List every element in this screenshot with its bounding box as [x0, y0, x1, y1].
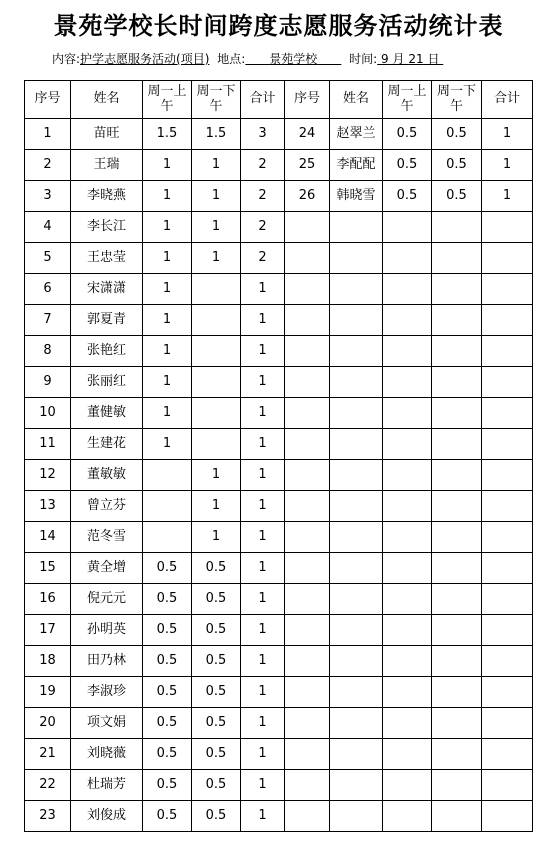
table-row	[25, 212, 533, 243]
mon-pm-cell	[432, 770, 482, 801]
table-row	[25, 646, 533, 677]
mon-pm-cell: 1	[192, 243, 241, 274]
name-cell: 刘俊成	[71, 801, 143, 832]
serial-cell	[285, 584, 330, 615]
table-row	[25, 491, 533, 522]
mon-pm-cell	[432, 615, 482, 646]
name-cell	[330, 739, 383, 770]
date-day: 21	[408, 52, 424, 66]
total-cell	[482, 305, 533, 336]
mon-am-cell	[383, 770, 432, 801]
name-cell	[330, 522, 383, 553]
total-cell	[482, 398, 533, 429]
total-cell: 1	[241, 460, 285, 491]
serial-cell: 22	[25, 770, 71, 801]
total-cell	[482, 367, 533, 398]
total-cell: 1	[241, 770, 285, 801]
name-cell: 刘晓薇	[71, 739, 143, 770]
total-cell	[482, 708, 533, 739]
mon-pm-cell	[432, 336, 482, 367]
serial-cell: 21	[25, 739, 71, 770]
serial-cell	[285, 615, 330, 646]
mon-am-cell: 1	[143, 150, 192, 181]
mon-am-cell: 0.5	[143, 615, 192, 646]
serial-cell	[285, 212, 330, 243]
mon-pm-cell: 0.5	[432, 181, 482, 212]
name-cell: 张丽红	[71, 367, 143, 398]
serial-cell	[285, 398, 330, 429]
serial-cell	[285, 336, 330, 367]
name-cell	[330, 553, 383, 584]
mon-pm-cell: 1	[192, 491, 241, 522]
total-cell	[482, 615, 533, 646]
mon-am-cell: 1	[143, 181, 192, 212]
mon-am-cell: 1	[143, 429, 192, 460]
total-cell: 1	[482, 119, 533, 150]
header-cell: 周一下午	[192, 81, 241, 119]
name-cell: 黄全增	[71, 553, 143, 584]
mon-am-cell	[383, 739, 432, 770]
serial-cell	[285, 460, 330, 491]
serial-cell	[285, 243, 330, 274]
mon-am-cell	[383, 491, 432, 522]
mon-pm-cell	[432, 491, 482, 522]
mon-am-cell: 0.5	[143, 553, 192, 584]
name-cell: 杜瑞芳	[71, 770, 143, 801]
mon-pm-cell	[432, 801, 482, 832]
name-cell	[330, 305, 383, 336]
serial-cell: 26	[285, 181, 330, 212]
header-cell: 序号	[25, 81, 71, 119]
mon-pm-cell: 1.5	[192, 119, 241, 150]
total-cell: 1	[241, 367, 285, 398]
mon-pm-cell: 0.5	[192, 615, 241, 646]
table-row	[25, 770, 533, 801]
table-row	[25, 739, 533, 770]
mon-pm-cell	[432, 739, 482, 770]
serial-cell	[285, 305, 330, 336]
header-cell: 周一下午	[432, 81, 482, 119]
total-cell	[482, 243, 533, 274]
mon-am-cell: 1	[143, 305, 192, 336]
serial-cell: 3	[25, 181, 71, 212]
mon-pm-cell	[432, 212, 482, 243]
name-cell: 倪元元	[71, 584, 143, 615]
serial-cell: 19	[25, 677, 71, 708]
mon-am-cell	[143, 491, 192, 522]
name-cell: 田乃林	[71, 646, 143, 677]
table-row	[25, 553, 533, 584]
serial-cell: 15	[25, 553, 71, 584]
mon-pm-cell	[432, 553, 482, 584]
total-cell: 1	[241, 584, 285, 615]
mon-pm-cell	[432, 398, 482, 429]
total-cell	[482, 522, 533, 553]
name-cell	[330, 243, 383, 274]
volunteer-table	[24, 80, 533, 832]
serial-cell: 7	[25, 305, 71, 336]
name-cell: 郭夏青	[71, 305, 143, 336]
table-row	[25, 367, 533, 398]
mon-pm-cell: 0.5	[192, 739, 241, 770]
mon-am-cell: 1	[143, 243, 192, 274]
serial-cell	[285, 770, 330, 801]
total-cell: 1	[241, 429, 285, 460]
mon-pm-cell: 1	[192, 181, 241, 212]
name-cell: 范冬雪	[71, 522, 143, 553]
mon-pm-cell: 1	[192, 460, 241, 491]
table-row	[25, 181, 533, 212]
mon-am-cell	[143, 460, 192, 491]
total-cell: 2	[241, 243, 285, 274]
total-cell: 1	[241, 615, 285, 646]
total-cell	[482, 553, 533, 584]
table-body	[25, 119, 533, 832]
total-cell: 1	[482, 181, 533, 212]
total-cell: 1	[241, 801, 285, 832]
mon-am-cell: 1	[143, 212, 192, 243]
total-cell: 1	[482, 150, 533, 181]
table-row	[25, 429, 533, 460]
total-cell	[482, 801, 533, 832]
total-cell: 1	[241, 522, 285, 553]
serial-cell	[285, 429, 330, 460]
name-cell	[330, 770, 383, 801]
header-cell: 合计	[482, 81, 533, 119]
name-cell	[330, 584, 383, 615]
serial-cell: 23	[25, 801, 71, 832]
serial-cell	[285, 708, 330, 739]
total-cell	[482, 212, 533, 243]
serial-cell: 20	[25, 708, 71, 739]
mon-am-cell: 0.5	[143, 739, 192, 770]
location-label: 地点:	[217, 52, 246, 66]
mon-pm-cell	[432, 646, 482, 677]
mon-pm-cell	[432, 367, 482, 398]
name-cell	[330, 615, 383, 646]
mon-am-cell	[383, 801, 432, 832]
total-cell	[482, 274, 533, 305]
name-cell: 生建花	[71, 429, 143, 460]
name-cell	[330, 274, 383, 305]
table-row	[25, 119, 533, 150]
mon-am-cell	[383, 367, 432, 398]
serial-cell: 24	[285, 119, 330, 150]
name-cell: 曾立芬	[71, 491, 143, 522]
mon-am-cell	[383, 615, 432, 646]
name-cell: 孙明英	[71, 615, 143, 646]
table-row	[25, 522, 533, 553]
name-cell	[330, 491, 383, 522]
table-row	[25, 398, 533, 429]
name-cell	[330, 336, 383, 367]
name-cell: 赵翠兰	[330, 119, 383, 150]
table-row	[25, 801, 533, 832]
name-cell: 苗旺	[71, 119, 143, 150]
serial-cell: 12	[25, 460, 71, 491]
name-cell: 项文娟	[71, 708, 143, 739]
mon-am-cell: 0.5	[143, 584, 192, 615]
mon-am-cell: 0.5	[143, 708, 192, 739]
mon-pm-cell: 0.5	[192, 801, 241, 832]
mon-am-cell	[383, 398, 432, 429]
mon-am-cell: 0.5	[143, 801, 192, 832]
mon-pm-cell: 0.5	[432, 150, 482, 181]
mon-pm-cell: 0.5	[432, 119, 482, 150]
total-cell: 1	[241, 677, 285, 708]
serial-cell: 25	[285, 150, 330, 181]
mon-am-cell: 1.5	[143, 119, 192, 150]
header-row	[25, 81, 533, 119]
serial-cell	[285, 739, 330, 770]
total-cell	[482, 677, 533, 708]
total-cell	[482, 584, 533, 615]
serial-cell	[285, 646, 330, 677]
mon-pm-cell: 0.5	[192, 770, 241, 801]
name-cell: 宋潇潇	[71, 274, 143, 305]
table-row	[25, 708, 533, 739]
mon-am-cell	[383, 584, 432, 615]
total-cell	[482, 646, 533, 677]
mon-pm-cell: 1	[192, 212, 241, 243]
name-cell	[330, 708, 383, 739]
serial-cell	[285, 522, 330, 553]
serial-cell: 6	[25, 274, 71, 305]
mon-pm-cell	[192, 398, 241, 429]
name-cell	[330, 646, 383, 677]
date-underline	[377, 52, 443, 66]
total-cell	[482, 336, 533, 367]
mon-pm-cell: 0.5	[192, 708, 241, 739]
name-cell: 董健敏	[71, 398, 143, 429]
serial-cell: 18	[25, 646, 71, 677]
total-cell	[482, 460, 533, 491]
mon-am-cell	[383, 212, 432, 243]
name-cell	[330, 398, 383, 429]
total-cell: 2	[241, 212, 285, 243]
serial-cell	[285, 801, 330, 832]
name-cell	[330, 801, 383, 832]
location-value: 景苑学校	[269, 52, 318, 66]
mon-pm-cell	[432, 460, 482, 491]
total-cell: 3	[241, 119, 285, 150]
name-cell	[330, 677, 383, 708]
mon-pm-cell	[432, 274, 482, 305]
header-cell: 周一上午	[383, 81, 432, 119]
total-cell: 2	[241, 150, 285, 181]
mon-pm-cell: 0.5	[192, 553, 241, 584]
header-cell: 姓名	[71, 81, 143, 119]
total-cell: 1	[241, 336, 285, 367]
content-value: 护学志愿服务活动(项目)	[80, 52, 210, 66]
mon-pm-cell	[192, 305, 241, 336]
table-row	[25, 615, 533, 646]
total-cell	[482, 770, 533, 801]
serial-cell: 17	[25, 615, 71, 646]
mon-pm-cell: 1	[192, 522, 241, 553]
mon-am-cell	[383, 429, 432, 460]
mon-am-cell	[383, 708, 432, 739]
table-row	[25, 460, 533, 491]
total-cell: 1	[241, 553, 285, 584]
mon-pm-cell	[192, 274, 241, 305]
serial-cell: 11	[25, 429, 71, 460]
mon-pm-cell	[432, 584, 482, 615]
name-cell: 董敏敏	[71, 460, 143, 491]
total-cell	[482, 739, 533, 770]
mon-am-cell	[383, 553, 432, 584]
mon-am-cell: 0.5	[143, 646, 192, 677]
table-row	[25, 150, 533, 181]
table-row	[25, 584, 533, 615]
mon-am-cell: 0.5	[143, 770, 192, 801]
mon-pm-cell	[432, 429, 482, 460]
serial-cell: 4	[25, 212, 71, 243]
mon-am-cell	[383, 243, 432, 274]
serial-cell: 9	[25, 367, 71, 398]
mon-pm-cell	[432, 708, 482, 739]
date-day-unit: 日	[427, 52, 440, 66]
total-cell	[482, 491, 533, 522]
mon-pm-cell: 0.5	[192, 646, 241, 677]
total-cell	[482, 429, 533, 460]
total-cell: 1	[241, 491, 285, 522]
name-cell: 李配配	[330, 150, 383, 181]
serial-cell: 5	[25, 243, 71, 274]
mon-am-cell	[383, 522, 432, 553]
name-cell: 王忠莹	[71, 243, 143, 274]
table-row	[25, 243, 533, 274]
mon-am-cell	[383, 460, 432, 491]
mon-am-cell	[383, 305, 432, 336]
table-row	[25, 305, 533, 336]
mon-am-cell: 1	[143, 367, 192, 398]
total-cell: 1	[241, 646, 285, 677]
total-cell: 1	[241, 274, 285, 305]
total-cell: 1	[241, 739, 285, 770]
table-row	[25, 336, 533, 367]
header-cell: 合计	[241, 81, 285, 119]
serial-cell	[285, 367, 330, 398]
serial-cell	[285, 553, 330, 584]
mon-pm-cell	[192, 367, 241, 398]
header-cell: 姓名	[330, 81, 383, 119]
serial-cell	[285, 274, 330, 305]
name-cell: 李淑珍	[71, 677, 143, 708]
mon-pm-cell	[432, 522, 482, 553]
mon-pm-cell	[192, 336, 241, 367]
serial-cell: 1	[25, 119, 71, 150]
mon-am-cell	[383, 646, 432, 677]
header-cell: 序号	[285, 81, 330, 119]
mon-am-cell: 1	[143, 274, 192, 305]
serial-cell: 13	[25, 491, 71, 522]
mon-pm-cell	[192, 429, 241, 460]
name-cell: 李晓燕	[71, 181, 143, 212]
mon-am-cell: 1	[143, 398, 192, 429]
serial-cell	[285, 677, 330, 708]
date-month: 9	[381, 52, 389, 66]
serial-cell: 10	[25, 398, 71, 429]
mon-am-cell	[383, 274, 432, 305]
mon-pm-cell: 0.5	[192, 584, 241, 615]
serial-cell	[285, 491, 330, 522]
table-row	[25, 677, 533, 708]
mon-am-cell: 0.5	[143, 677, 192, 708]
name-cell: 王瑞	[71, 150, 143, 181]
name-cell	[330, 367, 383, 398]
mon-pm-cell	[432, 305, 482, 336]
time-label: 时间:	[349, 52, 378, 66]
serial-cell: 2	[25, 150, 71, 181]
mon-pm-cell: 1	[192, 150, 241, 181]
total-cell: 1	[241, 305, 285, 336]
mon-pm-cell: 0.5	[192, 677, 241, 708]
mon-am-cell	[383, 677, 432, 708]
mon-am-cell: 1	[143, 336, 192, 367]
name-cell	[330, 429, 383, 460]
meta-line	[52, 50, 443, 67]
total-cell: 1	[241, 708, 285, 739]
name-cell	[330, 460, 383, 491]
name-cell: 韩晓雪	[330, 181, 383, 212]
mon-pm-cell	[432, 243, 482, 274]
serial-cell: 8	[25, 336, 71, 367]
header-cell: 周一上午	[143, 81, 192, 119]
mon-am-cell: 0.5	[383, 119, 432, 150]
date-month-unit: 月	[392, 52, 405, 66]
name-cell	[330, 212, 383, 243]
mon-am-cell: 0.5	[383, 150, 432, 181]
mon-am-cell	[143, 522, 192, 553]
serial-cell: 16	[25, 584, 71, 615]
total-cell: 1	[241, 398, 285, 429]
mon-am-cell: 0.5	[383, 181, 432, 212]
table-row	[25, 274, 533, 305]
serial-cell: 14	[25, 522, 71, 553]
mon-pm-cell	[432, 677, 482, 708]
name-cell: 张艳红	[71, 336, 143, 367]
mon-am-cell	[383, 336, 432, 367]
content-label: 内容:	[52, 52, 81, 66]
page-title: 景苑学校长时间跨度志愿服务活动统计表	[53, 11, 504, 40]
name-cell: 李长江	[71, 212, 143, 243]
location-underline	[245, 52, 341, 66]
total-cell: 2	[241, 181, 285, 212]
